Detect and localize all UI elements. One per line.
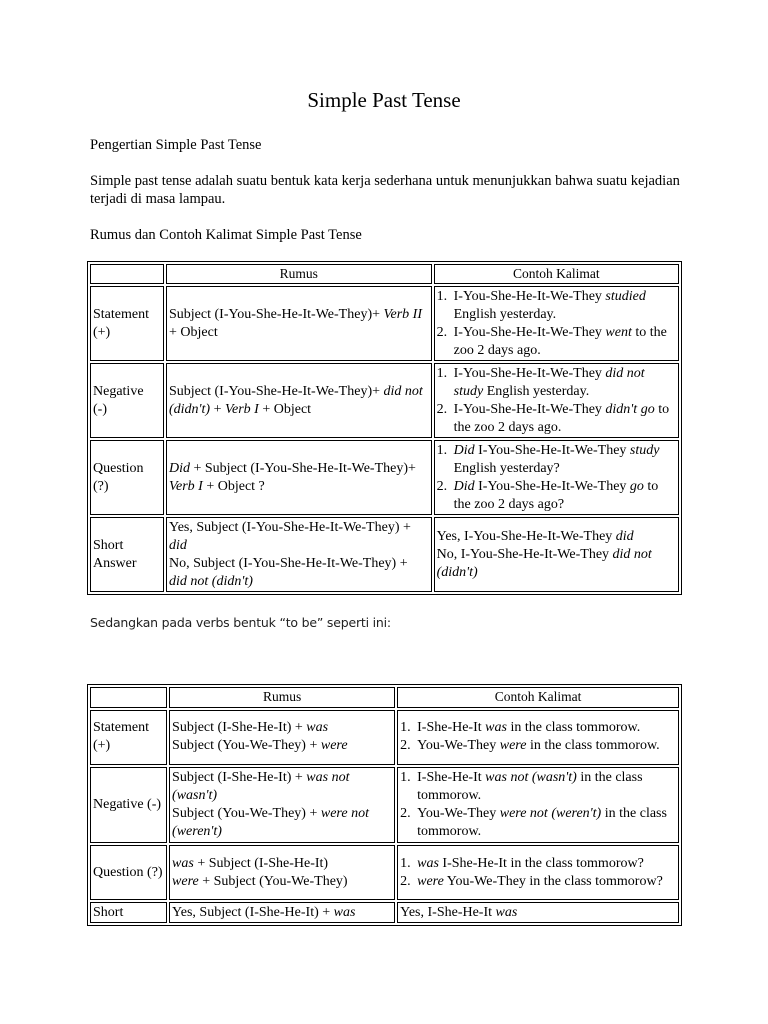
- list-text: [454, 288, 676, 324]
- italic-text: was: [485, 720, 507, 736]
- formula-cell: [169, 767, 395, 843]
- list-number: 2.: [400, 805, 411, 821]
- list-text: [417, 855, 676, 873]
- text-run: I-She-He-It: [417, 720, 486, 736]
- example-cell: [397, 845, 679, 900]
- italic-text: did not (didn't): [436, 546, 652, 580]
- list-number: 1.: [436, 442, 448, 458]
- example-list-item: [400, 873, 676, 891]
- example-list-item: [400, 737, 676, 755]
- text-run: Subject (I-You-She-He-It-We-They)+: [169, 383, 384, 399]
- header-contoh-kalimat: Contoh Kalimat: [434, 264, 679, 284]
- italic-text: Verb I: [169, 478, 203, 494]
- text-run: I-You-She-He-It-We-They: [453, 288, 606, 304]
- row-label: Negative (-): [90, 363, 164, 438]
- text-run: in the class tommorow.: [417, 805, 667, 839]
- list-number: 2.: [436, 478, 448, 494]
- page-title: Simple Past Tense: [307, 88, 461, 112]
- cell-line: [172, 855, 392, 873]
- row-label: Statement (+): [90, 286, 164, 361]
- formula-cell: [166, 286, 432, 361]
- text-run: I-You-She-He-It-We-They: [453, 324, 606, 340]
- paragraph-pengertian-heading: Pengertian Simple Past Tense: [90, 137, 262, 153]
- example-list-item: [437, 324, 676, 360]
- header-rumus: Rumus: [169, 687, 395, 708]
- text-run: Yes, I-She-He-It: [400, 904, 496, 920]
- text-run: Subject (I-She-He-It) +: [172, 769, 307, 785]
- italic-text: Verb II: [383, 306, 423, 322]
- text-run: You-We-They: [417, 805, 500, 821]
- text-run: Subject (I-She-He-It) +: [172, 720, 307, 736]
- list-number: 2.: [436, 401, 448, 417]
- italic-text: did not (didn't): [169, 383, 423, 417]
- header-empty-cell: [90, 264, 164, 284]
- list-text: [454, 478, 676, 514]
- italic-text: go: [629, 478, 644, 494]
- example-cell: [434, 517, 679, 592]
- text-run: Yes, I-You-She-He-It-We-They: [436, 528, 616, 544]
- italic-text: Did: [453, 478, 475, 494]
- text-run: English yesterday?: [453, 460, 560, 476]
- italic-text: study: [629, 442, 660, 458]
- italic-text: were not (weren't): [172, 805, 369, 839]
- text-run: + Object: [169, 324, 218, 340]
- list-number: 2.: [436, 324, 448, 340]
- italic-text: was: [172, 855, 194, 871]
- text-run: I-You-She-He-It-We-They: [474, 442, 630, 458]
- text-run: No, Subject (I-You-She-He-It-We-They) +: [169, 555, 408, 571]
- list-number: 1.: [436, 365, 448, 381]
- list-text: [417, 737, 676, 755]
- text-run: + Subject (I-She-He-It): [193, 855, 329, 871]
- text-run: I-She-He-It: [417, 769, 486, 785]
- text-run: Yes, Subject (I-She-He-It) +: [172, 904, 334, 920]
- italic-text: was not (wasn't): [172, 769, 350, 803]
- text-run: Subject (You-We-They) +: [172, 805, 321, 821]
- text-run: + Subject (You-We-They): [198, 873, 348, 889]
- italic-text: Verb I: [225, 401, 259, 417]
- italic-text: was: [333, 904, 356, 920]
- row-label: Statement (+): [90, 710, 167, 765]
- example-list-item: [400, 805, 676, 841]
- italic-text: was: [495, 904, 518, 920]
- example-list-item: [437, 401, 676, 437]
- row-label: Short Answer: [90, 517, 164, 592]
- cell-line: [172, 769, 392, 805]
- text-run: Subject (I-You-She-He-It-We-They)+: [169, 306, 384, 322]
- table-row: [90, 767, 679, 843]
- italic-text: was not (wasn't): [485, 769, 577, 785]
- list-text: [454, 324, 676, 360]
- list-text: [417, 769, 676, 805]
- paragraph-to-be: Sedangkan pada verbs bentuk “to be” seperti ini:: [90, 615, 391, 630]
- text-run: English yesterday.: [453, 306, 557, 322]
- example-list-item: [437, 288, 676, 324]
- formula-cell: [169, 710, 395, 765]
- text-run: in the class tommorow.: [506, 720, 641, 736]
- italic-text: did not study: [453, 365, 645, 399]
- cell-line: [437, 546, 676, 582]
- list-number: 2.: [400, 738, 411, 754]
- table-row: [90, 902, 679, 923]
- example-list-item: [437, 365, 676, 401]
- formula-cell: [166, 363, 432, 438]
- example-cell: [434, 363, 679, 438]
- example-cell: [434, 286, 679, 361]
- table-row: [90, 710, 679, 765]
- italic-text: Did: [169, 460, 190, 476]
- text-run: to the zoo 2 days ago.: [453, 401, 670, 435]
- italic-text: Did: [453, 442, 475, 458]
- list-text: [454, 365, 676, 401]
- example-cell: [397, 767, 679, 843]
- header-empty-cell: [90, 687, 167, 708]
- row-label: Negative (-): [90, 767, 167, 843]
- italic-text: was: [306, 720, 329, 736]
- text-run: Subject (You-We-They) +: [172, 738, 321, 754]
- example-cell: [434, 440, 679, 515]
- italic-text: were: [499, 738, 527, 754]
- text-run: +: [210, 401, 226, 417]
- italic-text: were: [417, 873, 444, 889]
- text-run: + Object: [258, 401, 312, 417]
- formula-cell: [169, 902, 395, 923]
- italic-text: did: [615, 528, 634, 544]
- example-list-item: [400, 855, 676, 873]
- example-list-item: [437, 478, 676, 514]
- cell-line: [172, 737, 392, 755]
- example-list-item: [400, 719, 676, 737]
- text-run: in the class tommorow.: [417, 769, 643, 803]
- row-label: Short: [90, 902, 167, 923]
- table-row: [90, 440, 679, 515]
- example-list-item: [437, 442, 676, 478]
- text-run: to the zoo 2 days ago?: [453, 478, 659, 512]
- text-run: I-You-She-He-It-We-They: [453, 365, 606, 381]
- cell-line: [172, 805, 392, 841]
- cell-line: [169, 555, 429, 591]
- text-run: You-We-They: [417, 738, 500, 754]
- italic-text: did not (didn't): [169, 573, 253, 589]
- formula-cell: [166, 440, 432, 515]
- table-simple-past: [87, 261, 682, 595]
- text-run: I-You-She-He-It-We-They: [453, 401, 606, 417]
- list-number: 1.: [400, 720, 411, 736]
- list-text: [417, 719, 676, 737]
- text-run: + Object ?: [202, 478, 265, 494]
- cell-line: [172, 719, 392, 737]
- table-row: [90, 363, 679, 438]
- list-text: [417, 805, 676, 841]
- list-text: [417, 873, 676, 891]
- text-run: English yesterday.: [483, 383, 590, 399]
- text-run: No, I-You-She-He-It-We-They: [436, 546, 613, 562]
- italic-text: went: [605, 324, 632, 340]
- formula-cell: [166, 517, 432, 592]
- cell-line: [169, 519, 429, 555]
- list-text: [454, 401, 676, 437]
- text-run: to the zoo 2 days ago.: [453, 324, 667, 358]
- list-number: 1.: [436, 288, 448, 304]
- text-run: in the class tommorow.: [526, 738, 660, 754]
- italic-text: were: [172, 873, 199, 889]
- list-number: 1.: [400, 769, 411, 785]
- paragraph-definition: Simple past tense adalah suatu bentuk kata kerja sederhana untuk menunjukkan bahwa suatu kejadian terjadi di masa lampau.: [90, 173, 680, 207]
- italic-text: did: [169, 537, 187, 553]
- italic-text: were: [320, 738, 348, 754]
- example-list-item: [400, 769, 676, 805]
- table-to-be: [87, 684, 682, 926]
- table-header-row: [90, 264, 679, 284]
- italic-text: was: [417, 855, 439, 871]
- formula-cell: [169, 845, 395, 900]
- table-header-row: [90, 687, 679, 708]
- list-number: 2.: [400, 873, 411, 889]
- list-number: 1.: [400, 855, 411, 871]
- italic-text: didn't go: [605, 401, 655, 417]
- cell-line: [172, 873, 392, 891]
- example-cell: [397, 710, 679, 765]
- cell-line: [400, 904, 676, 922]
- row-label: Question (?): [90, 845, 167, 900]
- cell-line: [437, 528, 676, 546]
- italic-text: were not (weren't): [499, 805, 602, 821]
- italic-text: studied: [605, 288, 646, 304]
- text-run: I-She-He-It in the class tommorow?: [438, 855, 644, 871]
- header-rumus: Rumus: [166, 264, 432, 284]
- text-run: Yes, Subject (I-You-She-He-It-We-They) +: [169, 519, 411, 535]
- cell-line: [172, 904, 392, 922]
- table-row: [90, 517, 679, 592]
- table-row: [90, 845, 679, 900]
- list-text: [454, 442, 676, 478]
- example-cell: [397, 902, 679, 923]
- paragraph-rumus-heading: Rumus dan Contoh Kalimat Simple Past Tense: [90, 227, 362, 243]
- text-run: I-You-She-He-It-We-They: [474, 478, 630, 494]
- header-contoh-kalimat: Contoh Kalimat: [397, 687, 679, 708]
- text-run: + Subject (I-You-She-He-It-We-They)+: [190, 460, 416, 476]
- row-label: Question (?): [90, 440, 164, 515]
- text-run: You-We-They in the class tommorow?: [443, 873, 663, 889]
- table-row: [90, 286, 679, 361]
